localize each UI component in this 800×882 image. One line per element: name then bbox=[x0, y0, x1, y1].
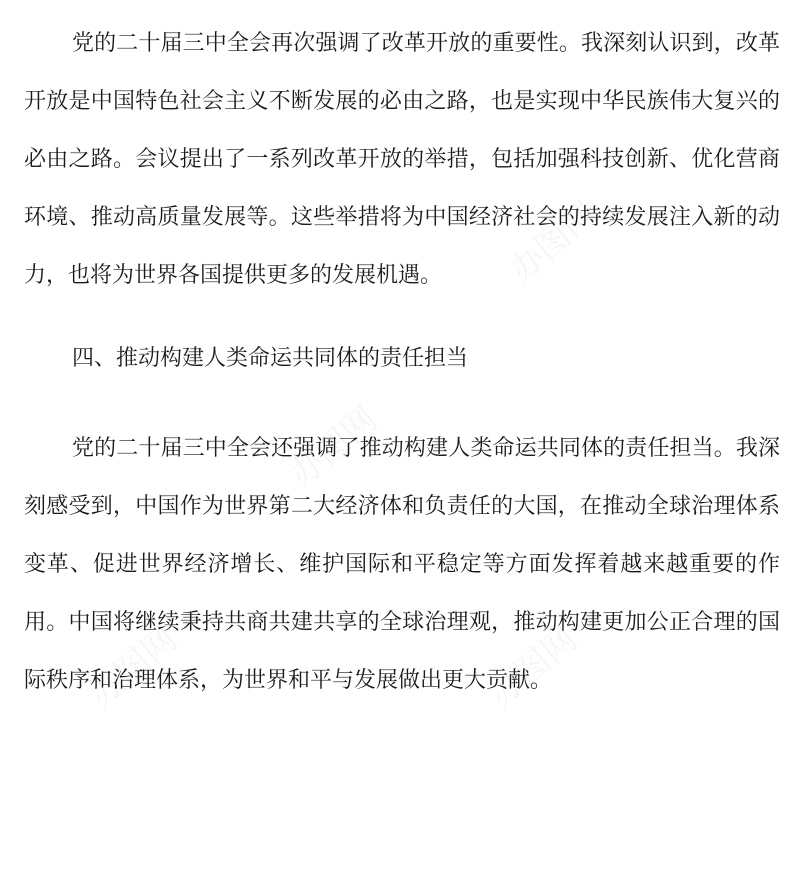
body-paragraph-2: 党的二十届三中全会还强调了推动构建人类命运共同体的责任担当。我深刻感受到，中国作为世界第二大经济体和负责任的大国，在推动全球治理体系变革、促进世界经济增长、维护国际和平稳定等方面发挥着越来越重要的作用。中国将继续秉持共商共建共享的全球治理观，推动构建更加公正合理的国际秩序和治理体系，为世界和平与发展做出更大贡献。 bbox=[24, 436, 780, 693]
section-heading: 四、推动构建人类命运共同体的责任担当 bbox=[72, 346, 469, 371]
body-paragraph-1: 党的二十届三中全会再次强调了改革开放的重要性。我深刻认识到，改革开放是中国特色社会主义不断发展的必由之路，也是实现中华民族伟大复兴的必由之路。会议提出了一系列改革开放的举措，包括加强科技创新、优化营商环境、推动高质量发展等。这些举措将为中国经济社会的持续发展注入新的动力，也将为世界各国提供更多的发展机遇。 bbox=[24, 31, 780, 288]
